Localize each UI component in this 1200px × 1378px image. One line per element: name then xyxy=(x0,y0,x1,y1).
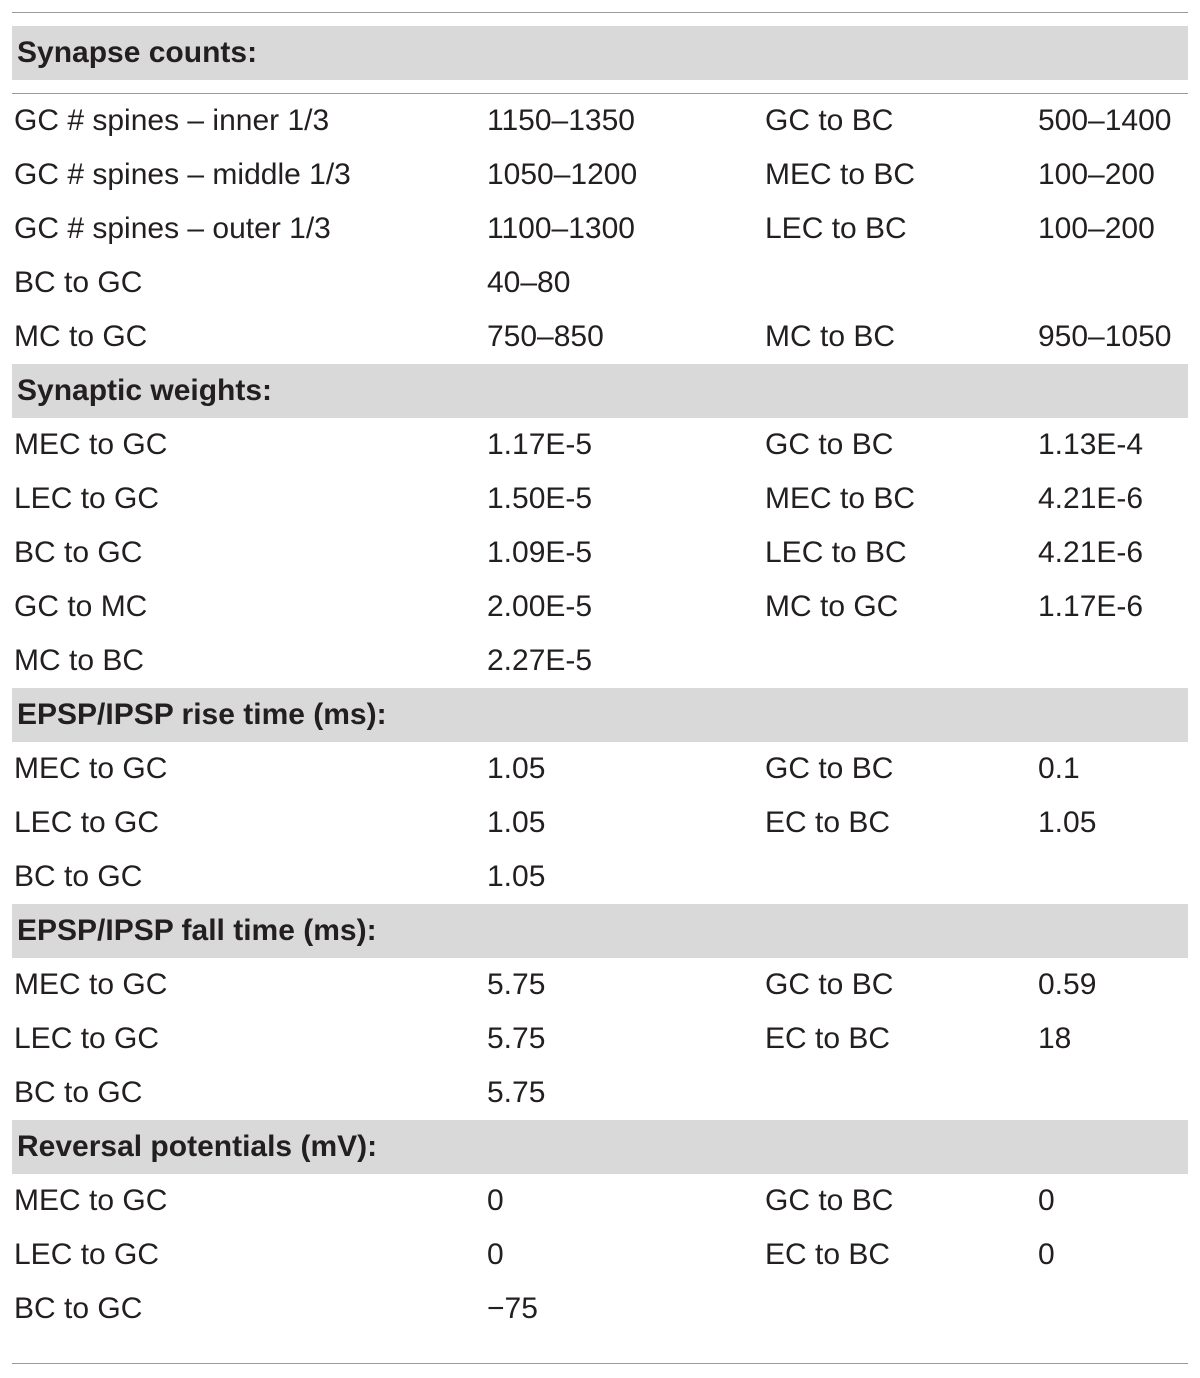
connection-label: GC to BC xyxy=(765,968,894,1001)
connection-label: LEC to BC xyxy=(765,536,907,569)
section-header-row xyxy=(12,364,1188,418)
connection-value: 1.05 xyxy=(487,752,546,785)
connection-label: LEC to GC xyxy=(14,806,160,839)
connection-label: BC to GC xyxy=(14,266,143,299)
table-row xyxy=(12,148,1188,202)
connection-label: LEC to GC xyxy=(14,482,160,515)
connection-label: EC to BC xyxy=(765,1022,891,1055)
connection-label: EC to BC xyxy=(765,806,891,839)
connection-label xyxy=(765,256,1038,310)
table-row xyxy=(12,94,1188,148)
table-row xyxy=(12,1282,1188,1336)
section-title: Synaptic weights: xyxy=(12,364,1188,418)
connection-value: 2.00E-5 xyxy=(487,590,593,623)
connection-label: MEC to GC xyxy=(14,1184,168,1217)
connection-value: 1.17E-6 xyxy=(1038,590,1144,623)
connection-value xyxy=(1038,1066,1188,1120)
connection-value: 0.1 xyxy=(1038,752,1080,785)
connection-value: 0.59 xyxy=(1038,968,1097,1001)
section-title: Synapse counts: xyxy=(12,26,1188,80)
connection-value: 1.17E-5 xyxy=(487,428,593,461)
section-title: Reversal potentials (mV): xyxy=(12,1120,1188,1174)
connection-label: GC to BC xyxy=(765,752,894,785)
connection-value: 0 xyxy=(487,1184,504,1217)
connection-label: MEC to GC xyxy=(14,968,168,1001)
connection-value: 4.21E-6 xyxy=(1038,482,1144,515)
top-rule xyxy=(12,12,1188,13)
section-header-row xyxy=(12,688,1188,742)
connection-value xyxy=(1038,634,1188,688)
connection-value: 5.75 xyxy=(487,1022,546,1055)
connection-value: 5.75 xyxy=(487,1076,546,1109)
connection-label: MC to BC xyxy=(14,644,145,677)
connection-value: 500–1400 xyxy=(1038,104,1172,137)
table-row xyxy=(12,1228,1188,1282)
connection-label: MEC to GC xyxy=(14,752,168,785)
connection-value: 40–80 xyxy=(487,266,571,299)
connection-label: MEC to BC xyxy=(765,158,916,191)
connection-label: GC to MC xyxy=(14,590,148,623)
connection-label: BC to GC xyxy=(14,1292,143,1325)
connection-label: GC to BC xyxy=(765,104,894,137)
connection-value: 2.27E-5 xyxy=(487,644,593,677)
table-row xyxy=(12,958,1188,1012)
connection-label: BC to GC xyxy=(14,1076,143,1109)
table-row xyxy=(12,742,1188,796)
table-row xyxy=(12,256,1188,310)
connection-value: 100–200 xyxy=(1038,212,1155,245)
connection-label: LEC to BC xyxy=(765,212,907,245)
connection-value: 18 xyxy=(1038,1022,1072,1055)
table-row xyxy=(12,1066,1188,1120)
connection-label: EC to BC xyxy=(765,1238,891,1271)
table-row xyxy=(12,526,1188,580)
connection-value: 1100–1300 xyxy=(487,212,635,245)
connection-label: BC to GC xyxy=(14,860,143,893)
table-row xyxy=(12,310,1188,364)
section-header-row xyxy=(12,904,1188,958)
connection-value: 1.05 xyxy=(1038,806,1097,839)
connection-value: 1.09E-5 xyxy=(487,536,593,569)
connection-value: 1.13E-4 xyxy=(1038,428,1144,461)
table-row xyxy=(12,472,1188,526)
connection-value: 1.05 xyxy=(487,806,546,839)
connection-value: 950–1050 xyxy=(1038,320,1172,353)
connection-label: MC to GC xyxy=(765,590,899,623)
table-row xyxy=(12,580,1188,634)
parameter-table xyxy=(12,26,1188,1336)
connection-value xyxy=(1038,1282,1188,1336)
connection-value: 0 xyxy=(487,1238,504,1271)
connection-label: GC to BC xyxy=(765,1184,894,1217)
section-header-row xyxy=(12,1120,1188,1174)
connection-value: 4.21E-6 xyxy=(1038,536,1144,569)
connection-label: GC # spines – inner 1/3 xyxy=(14,104,330,137)
table-row xyxy=(12,634,1188,688)
connection-value xyxy=(1038,256,1188,310)
connection-label: LEC to GC xyxy=(14,1022,160,1055)
connection-label: GC # spines – outer 1/3 xyxy=(14,212,331,245)
table-row xyxy=(12,418,1188,472)
table-row xyxy=(12,1174,1188,1228)
connection-value: 1.50E-5 xyxy=(487,482,593,515)
connection-value: 750–850 xyxy=(487,320,604,353)
connection-label: MC to BC xyxy=(765,320,896,353)
connection-value: 1.05 xyxy=(487,860,546,893)
connection-value: −75 xyxy=(487,1292,538,1325)
connection-value: 1050–1200 xyxy=(487,158,638,191)
connection-label xyxy=(765,1066,1038,1120)
connection-value: 0 xyxy=(1038,1184,1055,1217)
section-title: EPSP/IPSP rise time (ms): xyxy=(12,688,1188,742)
bottom-rule xyxy=(12,1363,1188,1364)
connection-value xyxy=(1038,850,1188,904)
connection-label xyxy=(765,850,1038,904)
connection-label xyxy=(765,634,1038,688)
connection-value: 1150–1350 xyxy=(487,104,635,137)
table-row xyxy=(12,850,1188,904)
connection-value: 100–200 xyxy=(1038,158,1155,191)
connection-label: MEC to BC xyxy=(765,482,916,515)
table-row xyxy=(12,796,1188,850)
connection-value: 5.75 xyxy=(487,968,546,1001)
section-title: EPSP/IPSP fall time (ms): xyxy=(12,904,1188,958)
spacer-row xyxy=(12,80,1188,94)
connection-label: MC to GC xyxy=(14,320,148,353)
connection-label: LEC to GC xyxy=(14,1238,160,1271)
section-header-row xyxy=(12,26,1188,80)
connection-label: GC to BC xyxy=(765,428,894,461)
connection-label: GC # spines – middle 1/3 xyxy=(14,158,351,191)
connection-label: MEC to GC xyxy=(14,428,168,461)
connection-value: 0 xyxy=(1038,1238,1055,1271)
table-row xyxy=(12,1012,1188,1066)
connection-label xyxy=(765,1282,1038,1336)
connection-label: BC to GC xyxy=(14,536,143,569)
table-row xyxy=(12,202,1188,256)
